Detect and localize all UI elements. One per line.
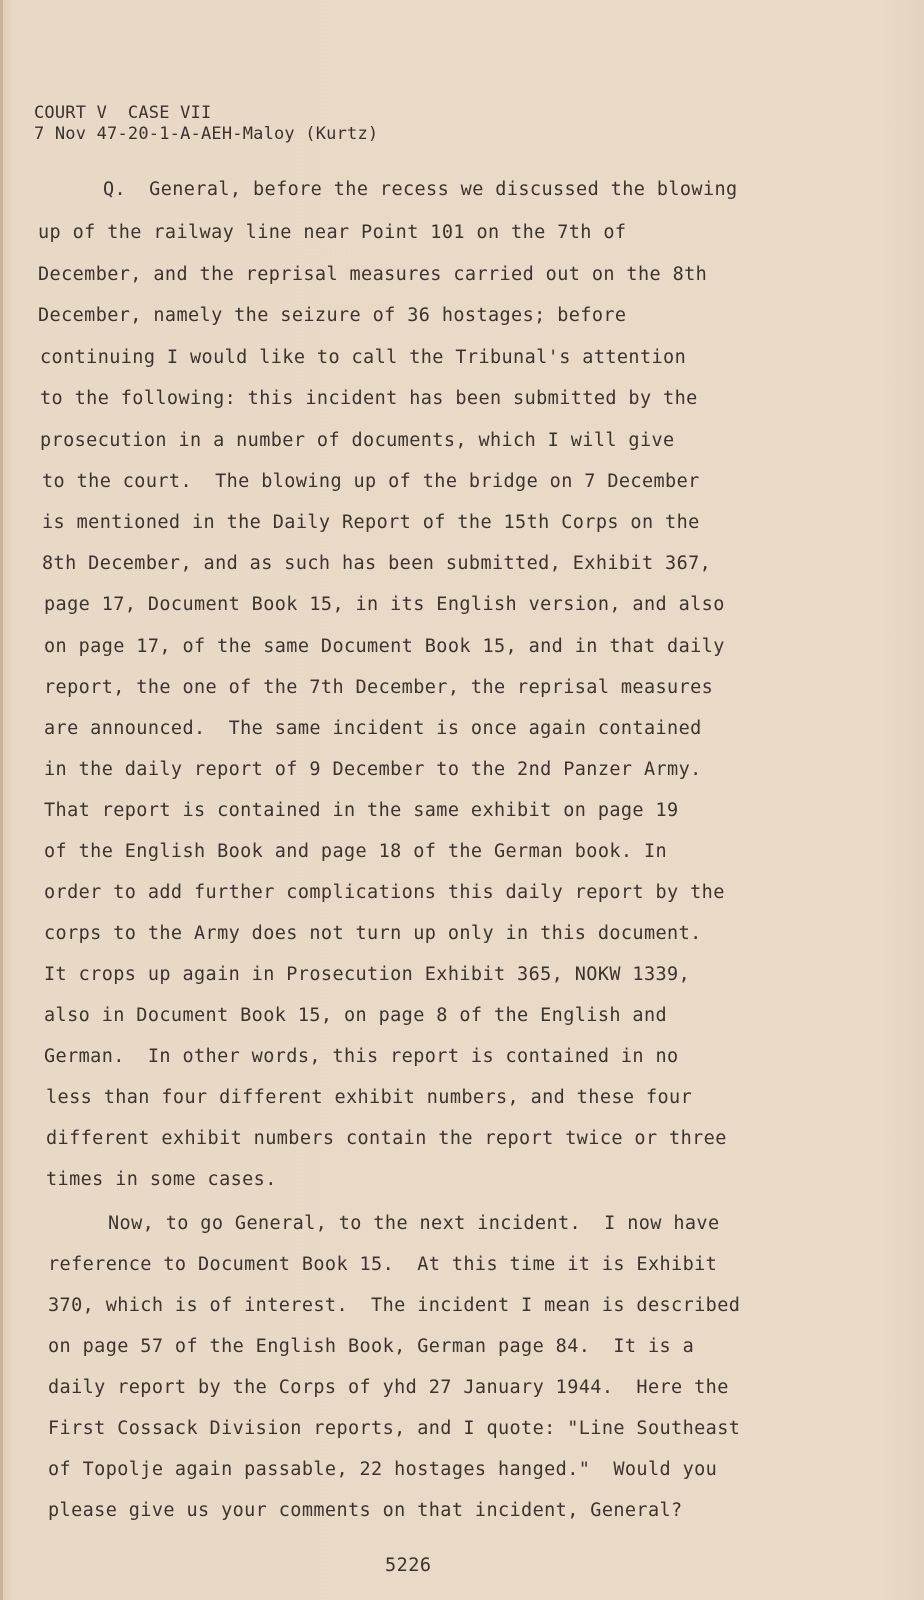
text-line: are announced. The same incident is once again contained (44, 718, 702, 739)
text-line: daily report by the Corps of yhd 27 January 1944. Here the (48, 1377, 729, 1398)
text-line: to the following: this incident has been submitted by the (40, 388, 698, 409)
text-line: order to add further complications this daily report by the (44, 882, 725, 903)
text-line: December, and the reprisal measures carried out on the 8th (38, 264, 708, 285)
text-line: 8th December, and as such has been submitted, Exhibit 367, (42, 553, 712, 574)
text-line: That report is contained in the same exhibit on page 19 (44, 800, 679, 821)
text-line: December, namely the seizure of 36 hostages; before (38, 305, 627, 326)
text-line: Q. General, before the recess we discussed the blowing (103, 179, 738, 200)
text-line: different exhibit numbers contain the report twice or three (46, 1128, 727, 1149)
text-line: Now, to go General, to the next incident. I now have (108, 1213, 720, 1234)
text-line: reference to Document Book 15. At this time it is Exhibit (48, 1254, 718, 1275)
text-line: It crops up again in Prosecution Exhibit 365, NOKW 1339, (44, 964, 691, 985)
page-edge-shadow (0, 0, 3, 1600)
text-line: also in Document Book 15, on page 8 of the English and (44, 1005, 668, 1026)
page-number: 5226 (385, 1555, 432, 1576)
text-line: First Cossack Division reports, and I quote: "Line Southeast (48, 1418, 741, 1439)
text-line: to the court. The blowing up of the bridge on 7 December (42, 471, 700, 492)
text-line: times in some cases. (46, 1169, 277, 1190)
text-line: German. In other words, this report is contained in no (44, 1046, 679, 1067)
header (34, 103, 378, 145)
text-line: is mentioned in the Daily Report of the 15th Corps on the (42, 512, 700, 533)
text-line: up of the railway line near Point 101 on the 7th of (38, 222, 627, 243)
text-line: report, the one of the 7th December, the reprisal measures (44, 677, 714, 698)
text-line: in the daily report of 9 December to the 2nd Panzer Army. (44, 759, 702, 780)
text-line: 370, which is of interest. The incident I mean is described (48, 1295, 741, 1316)
text-line: prosecution in a number of documents, which I will give (40, 430, 675, 451)
text-line: on page 17, of the same Document Book 15, and in that daily (44, 636, 725, 657)
text-line: continuing I would like to call the Tribunal's attention (40, 347, 687, 368)
text-line: of the English Book and page 18 of the German book. In (44, 841, 668, 862)
text-line: on page 57 of the English Book, German page 84. It is a (48, 1336, 695, 1357)
text-line: less than four different exhibit numbers, and these four (46, 1087, 693, 1108)
text-line: of Topolje again passable, 22 hostages hanged." Would you (48, 1459, 718, 1480)
text-line: page 17, Document Book 15, in its English version, and also (44, 594, 725, 615)
text-line: please give us your comments on that incident, General? (48, 1500, 683, 1521)
header-court-case: COURT V CASE VII (34, 103, 212, 123)
header-date-reporter: 7 Nov 47-20-1-A-AEH-Maloy (Kurtz) (34, 124, 379, 144)
text-line: corps to the Army does not turn up only in this document. (44, 923, 702, 944)
